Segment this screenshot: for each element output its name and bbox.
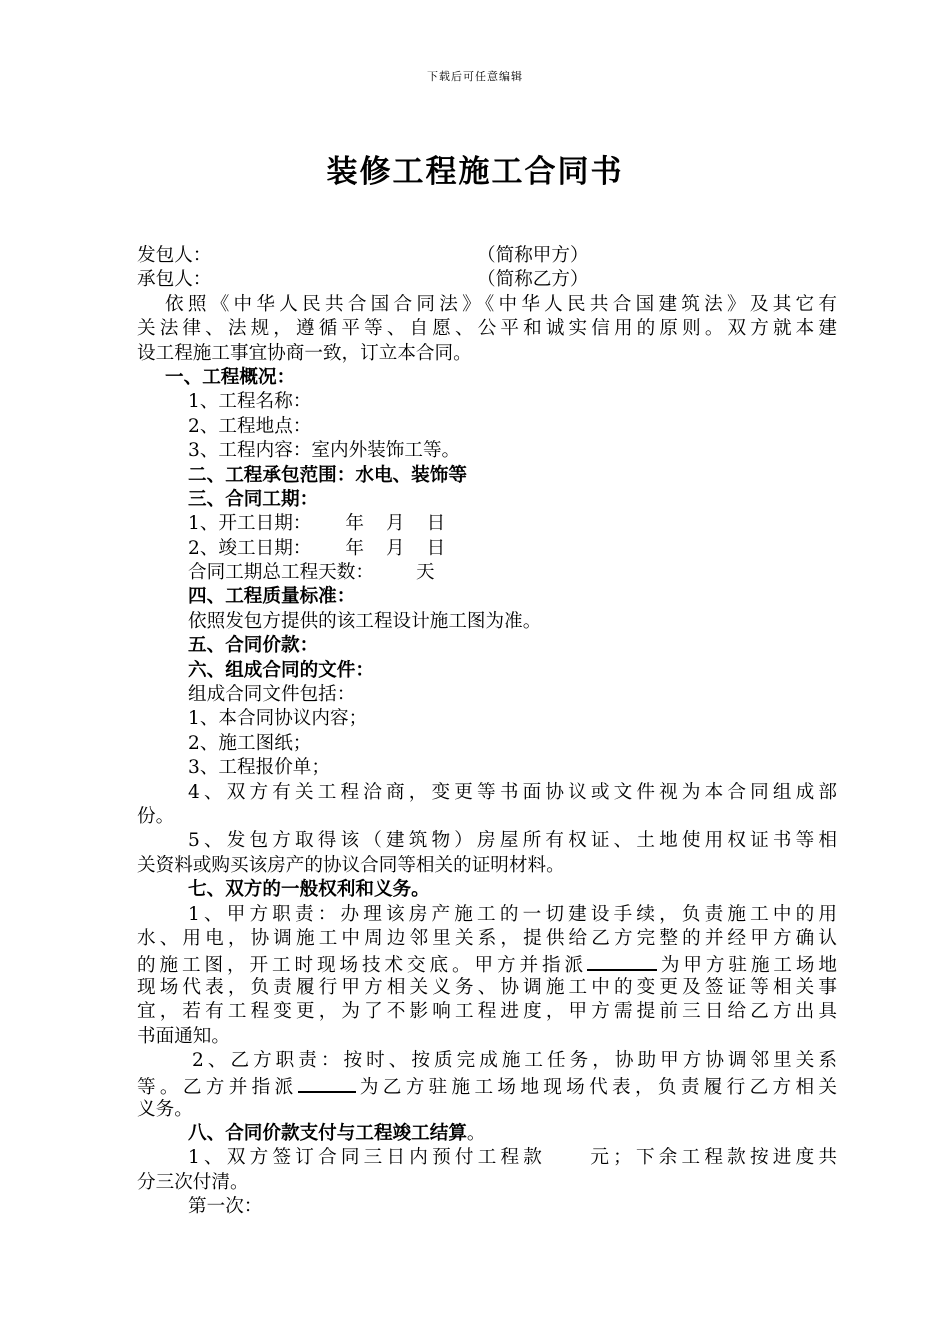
- contractor-short: （简称乙方）: [477, 269, 589, 291]
- s7-p2-line-1: 2、乙方职责：按时、按质完成施工任务，协助甲方协调邻里关系: [192, 1049, 837, 1071]
- s8-p1-line-2: 分三次付清。: [137, 1171, 249, 1193]
- document-body: [137, 244, 837, 1220]
- s6-item-5-line-2: 关资料或购买该房产的协议合同等相关的证明材料。: [137, 854, 565, 876]
- start-month: 月: [386, 513, 405, 535]
- section-4-heading: 四、工程质量标准：: [188, 586, 356, 608]
- section-1-heading: 一、工程概况：: [165, 366, 296, 388]
- s8-p1-line-1-a: 1、双方签订合同三日内预付工程款: [188, 1147, 547, 1169]
- s8-first-payment: 第一次：: [188, 1196, 263, 1218]
- intro-line-1: 依照《中华人民共合国合同法》《中华人民共合国建筑法》及其它有: [165, 293, 837, 315]
- s7-p1-line-1: 1、甲方职责：办理该房产施工的一切建设手续，负责施工中的用: [188, 903, 837, 925]
- s7-p2-line-2-a: 等。乙方并指派: [137, 1077, 298, 1099]
- page-header: 下载后可任意编辑: [427, 70, 523, 83]
- start-year: 年: [345, 513, 365, 535]
- s6-item-2: 2、施工图纸；: [188, 732, 312, 754]
- s4-text: 依照发包方提供的该工程设计施工图为准。: [188, 610, 542, 632]
- end-day: 日: [426, 537, 446, 559]
- intro-line-2: 关法律、法规，遵循平等、自愿、公平和诚实信用的原则。双方就本建: [137, 318, 837, 340]
- s6-item-4-line-2: 份。: [137, 805, 175, 827]
- end-month: 月: [386, 537, 405, 559]
- s7-p1-line-2: 水、用电，协调施工中周边邻里关系，提供给乙方完整的并经甲方确认: [137, 927, 837, 949]
- start-date-label: 1、开工日期：: [188, 513, 312, 535]
- contractor-line: [137, 268, 837, 292]
- s7-p1-line-5: 宜，若有工程变更，为了不影响工程进度，甲方需提前三日给乙方出具: [137, 1001, 837, 1023]
- contractor-rep-blank: [298, 1073, 356, 1093]
- section-2-heading: 二、工程承包范围：水电、装饰等: [188, 464, 467, 486]
- total-days-label: 合同工期总工程天数：: [188, 562, 374, 584]
- end-date-label: 2、竣工日期：: [188, 537, 312, 559]
- section-8-heading: 八、合同价款支付与工程竣工结算: [188, 1123, 467, 1145]
- contractor-label: 承包人：: [137, 269, 212, 291]
- s7-p1-line-6: 书面通知。: [137, 1025, 230, 1047]
- s7-p1-line-3-a: 的施工图，开工时现场技术交底。甲方并指派: [137, 955, 587, 977]
- end-year: 年: [345, 537, 365, 559]
- total-days-unit: 天: [415, 562, 435, 584]
- end-date-line: [137, 537, 837, 561]
- s7-p1-line-4: 现场代表，负责履行甲方相关义务、协调施工中的变更及签证等相关事: [137, 976, 837, 998]
- section-3-heading: 三、合同工期：: [188, 488, 319, 510]
- start-day: 日: [426, 513, 446, 535]
- section-5-heading: 五、合同价款：: [188, 635, 319, 657]
- s7-p2-line-3: 义务。: [137, 1098, 193, 1120]
- employer-label: 发包人：: [137, 245, 212, 266]
- s7-p1-line-3: [137, 951, 837, 975]
- s6-intro: 组成合同文件包括：: [188, 684, 356, 706]
- section-7-heading: 七、双方的一般权利和义务。: [188, 879, 430, 901]
- document-title: 装修工程施工合同书: [326, 154, 624, 190]
- s1-item-3: 3、工程内容：室内外装饰工等。: [188, 440, 461, 462]
- employer-short: （简称甲方）: [477, 245, 589, 266]
- s1-item-2: 2、工程地点：: [188, 415, 312, 437]
- section-8-heading-line: [137, 1122, 837, 1146]
- s8-p1-line-1: [137, 1146, 837, 1170]
- s8-p1-line-1-b: 元；下余工程款按进度共: [586, 1147, 837, 1169]
- s6-item-3: 3、工程报价单；: [188, 757, 330, 779]
- total-days-line: [137, 561, 837, 585]
- s7-p2-line-2: [137, 1073, 837, 1097]
- s6-item-1: 1、本合同协议内容；: [188, 708, 368, 730]
- employer-line: [137, 244, 837, 268]
- s7-p2-line-2-b: 为乙方驻施工场地现场代表，负责履行乙方相关: [355, 1077, 837, 1099]
- s6-item-4-line-1: 4、双方有关工程洽商，变更等书面协议或文件视为本合同组成部: [188, 781, 837, 803]
- start-date-line: [137, 512, 837, 536]
- s1-item-1: 1、工程名称：: [188, 391, 312, 413]
- section-6-heading: 六、组成合同的文件：: [188, 659, 374, 681]
- intro-line-3: 设工程施工事宜协商一致，订立本合同。: [137, 342, 472, 364]
- s7-p1-line-3-b: 为甲方驻施工场地: [656, 955, 837, 977]
- section-8-heading-tail: 。: [466, 1123, 486, 1145]
- s6-item-5-line-1: 5、发包方取得该（建筑物）房屋所有权证、土地使用权证书等相: [188, 830, 837, 852]
- employer-rep-blank: [587, 951, 657, 971]
